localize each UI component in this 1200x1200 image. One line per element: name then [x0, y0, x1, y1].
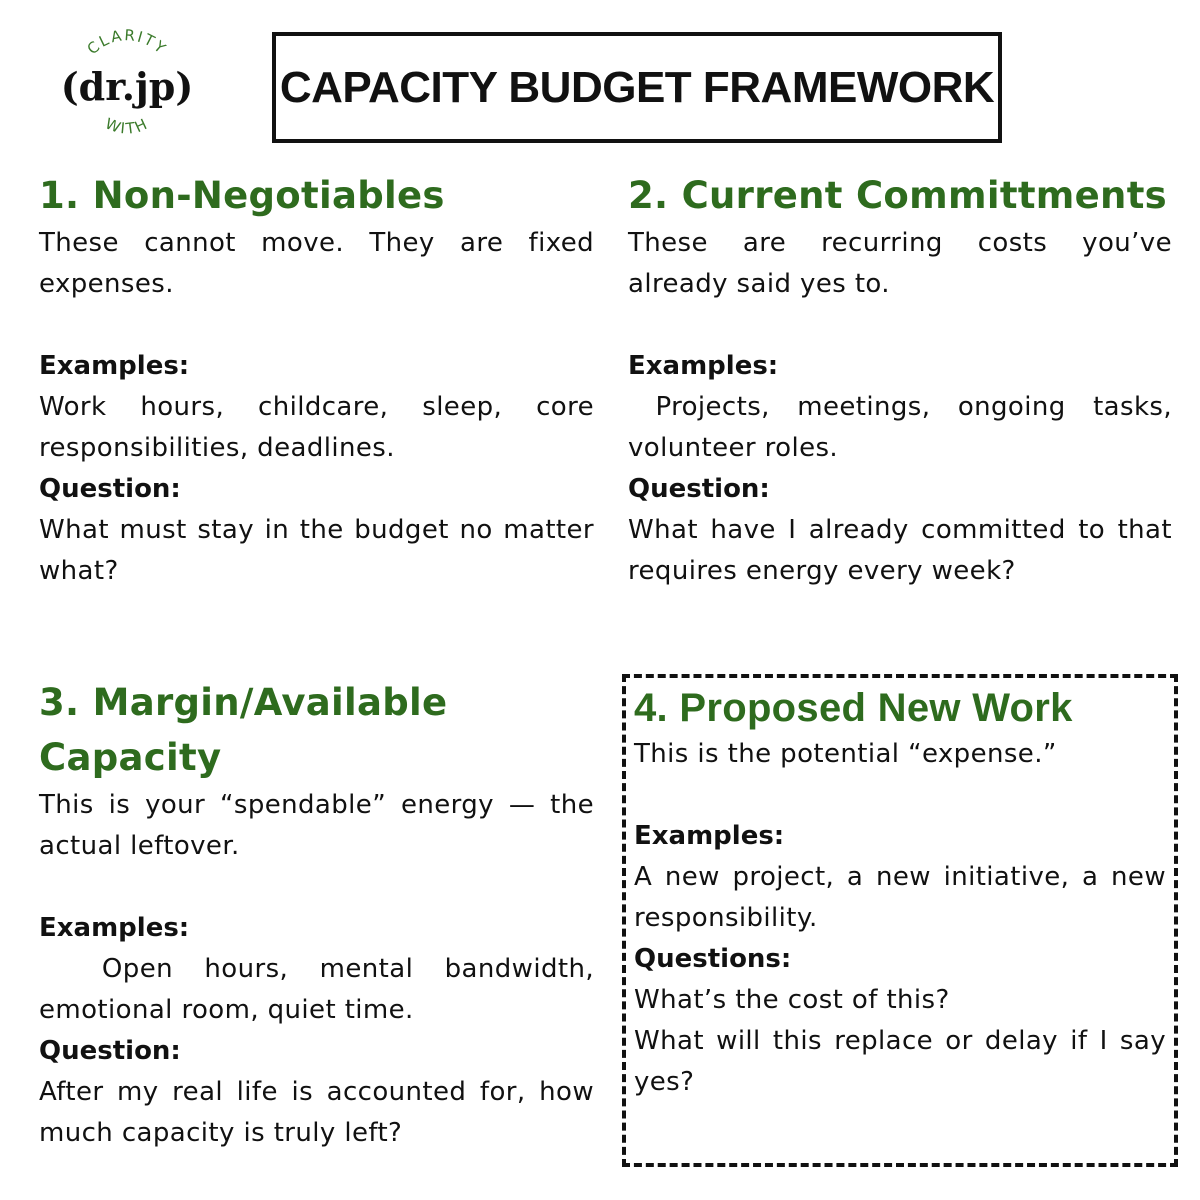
question-label: Question:	[39, 1036, 181, 1066]
page-title: CAPACITY BUDGET FRAMEWORK	[279, 62, 995, 112]
section-margin-capacity	[39, 675, 603, 1154]
examples-label: Examples:	[628, 351, 779, 381]
examples-text: Projects, meetings, ongoing tasks, volunteer roles.	[628, 392, 1181, 463]
title-box	[272, 32, 1002, 143]
section-heading: 1. Non-Negotiables	[39, 174, 445, 217]
question-label: Question:	[39, 474, 181, 504]
logo-center-text: (dr.jp)	[62, 64, 192, 109]
section-current-commitments	[628, 168, 1181, 592]
examples-text: Open hours, mental bandwidth, emotional room, quiet time.	[39, 954, 603, 1025]
logo-top-text: CLARITY	[83, 28, 171, 59]
logo-bottom-text: WITH	[102, 114, 152, 138]
section-proposed-new-work	[634, 682, 1166, 1103]
section-heading: 4. Proposed New Work	[634, 686, 1073, 730]
section-description: These cannot move. They are fixed expenses.	[39, 228, 594, 299]
examples-text: Work hours, childcare, sleep, core responsibilities, deadlines.	[39, 392, 594, 463]
examples-label: Examples:	[39, 351, 190, 381]
question-label: Question:	[628, 474, 770, 504]
section-non-negotiables	[39, 168, 594, 592]
section-description: These are recurring costs you’ve already said yes to.	[628, 228, 1172, 299]
logo-mark	[62, 28, 192, 148]
question-text: What must stay in the budget no matter what?	[39, 515, 594, 586]
question-label: Questions:	[634, 944, 792, 974]
examples-text: A new project, a new initiative, a new responsibility.	[634, 862, 1166, 933]
section-heading: 3. Margin/Available Capacity	[39, 681, 448, 779]
logo	[62, 28, 192, 148]
question-text: What have I already committed to that requires energy every week?	[628, 515, 1172, 586]
examples-label: Examples:	[634, 821, 785, 851]
question-text: What’s the cost of this?	[634, 985, 950, 1015]
examples-label: Examples:	[39, 913, 190, 943]
section-description: This is the potential “expense.”	[634, 739, 1057, 769]
section-heading: 2. Current Committments	[628, 174, 1168, 217]
question-text: After my real life is accounted for, how much capacity is truly left?	[39, 1077, 594, 1148]
section-description: This is your “spendable” energy — the actual leftover.	[39, 790, 594, 861]
question-text: What will this replace or delay if I say yes?	[634, 1026, 1166, 1097]
